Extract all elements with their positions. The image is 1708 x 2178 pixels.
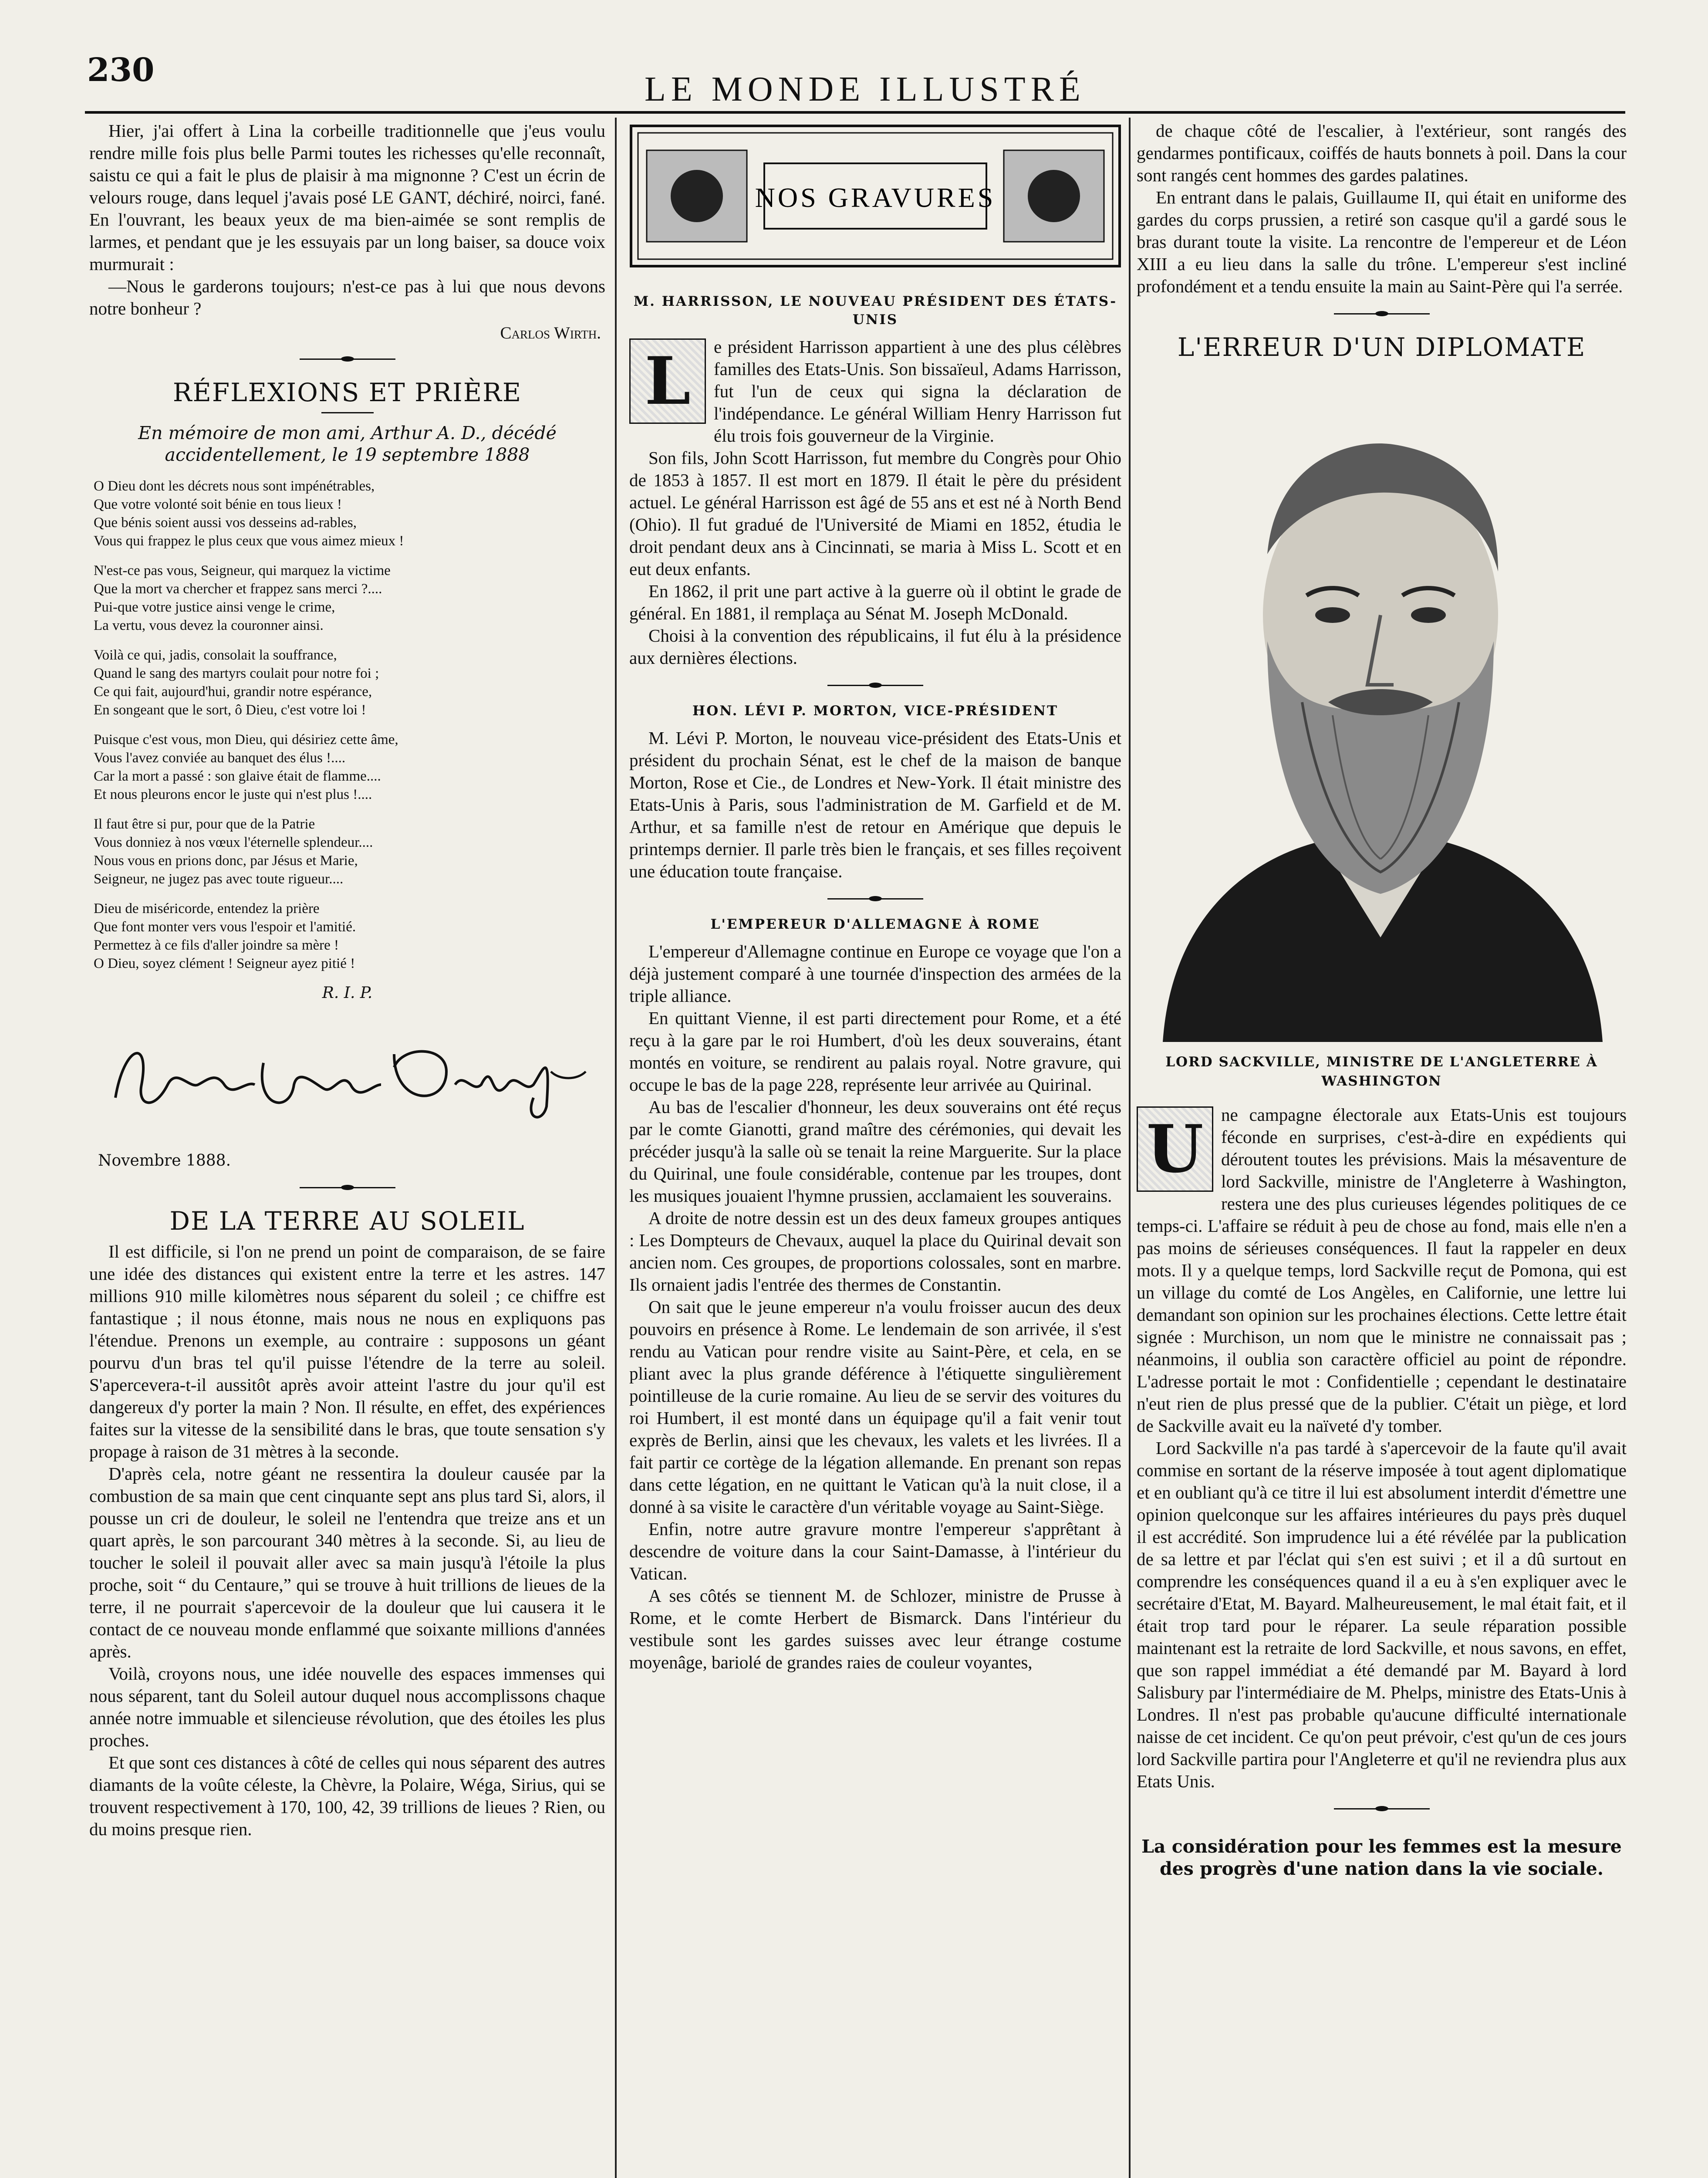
header-rule xyxy=(85,111,1625,114)
verse-line: O Dieu dont les décrets nous sont impénétrables, xyxy=(94,478,375,494)
paragraph: Et que sont ces distances à côté de celles qui nous séparent des autres diamants de la voûte céleste, la Chèvre, la Polaire, Wéga, Sirius, qui se trouvent respectivement à 170, 100, 42, 39 trillions de lieues ? Rien, ou du moins presque rien. xyxy=(89,1752,605,1839)
lord-sackville-portrait xyxy=(1137,371,1627,1042)
drop-cap: U xyxy=(1137,1106,1213,1192)
article-subheading: L'EMPEREUR D'ALLEMAGNE À ROME xyxy=(710,917,1040,932)
poem-stanza xyxy=(89,731,605,804)
nos-gravures-banner xyxy=(629,124,1121,268)
paragraph: Enfin, notre autre gravure montre l'empereur s'apprêtant à descendre de voiture dans la cour Saint-Damasse, à l'intérieur du Vatican. xyxy=(629,1519,1121,1583)
article-heading: RÉFLEXIONS ET PRIÈRE xyxy=(172,378,522,407)
paragraph: Lord Sackville n'a pas tardé à s'apercevoir de la faute qu'il avait commise en sortant de la réserve imposée à tout agent diplomatique et en oubliant qu'à ce titre il lui est absolument interdit d'émettre une opinion quelconque sur les affaires intérieures du pays près duquel il est accrédité. Son imprudence lui a été révélée par la publication de sa lettre et par l'éclat qui s'en est suivi ; et il a dû surtout en comprendre les conséquences quand il a eu à s'en expliquer avec le secrétaire d'Etat, M. Bayard. Malheureusement, le mal était fait, et il était trop tard pour le réparer. La seule réparation possible maintenant est la retraite de lord Sackville, et nous savons, en effet, que son rappel immédiat a été demandé par M. Bayard à lord Salisbury par l'intermédiaire de M. Phelps, ministre des Etats-Unis à Londres. Il n'est pas probable qu'aucune difficulté internationale naisse de cet incident. Ce qu'on peut prévoir, c'est qu'un de ces jours lord Sackville partira pour l'Angleterre et qu'il ne reviendra plus aux Etats Unis. xyxy=(1137,1438,1627,1791)
verse-line: Dieu de miséricorde, entendez la prière xyxy=(94,901,320,917)
date-line: Novembre 1888. xyxy=(98,1152,231,1170)
paragraph: Son fils, John Scott Harrisson, fut membre du Congrès pour Ohio de 1853 à 1857. Il est mort en 1879. Il était le père du président actuel. Le général Harrisson est âgé de 55 ans et est né à North Bend (Ohio). Il fut gradué de l'Université de Miami en 1852, étudia le droit pendant deux ans à Cincinnati, se maria à Miss L. Scott et en eut deux enfants. xyxy=(629,448,1121,579)
verse-line: Seigneur, ne jugez pas avec toute rigueur.... xyxy=(94,871,344,887)
masthead: LE MONDE ILLUSTRÉ xyxy=(645,70,1086,108)
section-separator xyxy=(300,358,395,360)
verse-line: Ce qui fait, aujourd'hui, grandir notre espérance, xyxy=(94,684,372,700)
paragraph: En entrant dans le palais, Guillaume II, qui était en uniforme des gardes du corps prussien, a retiré son casque qu'il a gardé sous le bras durant toute la visite. La rencontre de l'empereur et de Léon XIII a eu lieu dans la salle du trône. L'empereur s'est incliné profondément et a tendu ensuite la main au Saint-Père qui l'a serrée. xyxy=(1137,187,1627,296)
rip-line: R. I. P. xyxy=(322,984,373,1002)
section-separator xyxy=(827,685,923,686)
verse-line: La vertu, vous devez la couronner ainsi. xyxy=(94,618,324,633)
article-subheading: HON. LÉVI P. MORTON, VICE-PRÉSIDENT xyxy=(692,703,1059,719)
section-separator xyxy=(827,898,923,900)
verse-line: Vous donniez à nos vœux l'éternelle splendeur.... xyxy=(94,835,373,850)
dedication: En mémoire de mon ami, Arthur A. D., décédé accidentellement, le 19 septembre 1888 xyxy=(138,423,557,465)
section-separator xyxy=(1334,313,1430,315)
column-divider xyxy=(1129,118,1131,2178)
column-1 xyxy=(89,120,605,2178)
verse-line: Que la mort va chercher et frappez sans merci ?.... xyxy=(94,581,382,597)
article-subheading: M. HARRISSON, LE NOUVEAU PRÉSIDENT DES ÉTATS-UNIS xyxy=(633,294,1117,328)
verse-line: Nous vous en prions donc, par Jésus et Marie, xyxy=(94,853,358,869)
paragraph: A droite de notre dessin est un des deux fameux groupes antiques : Les Dompteurs de Chevaux, auquel la place du Quirinal devait son ancien nom. Ces groupes, de proportions colossales, sont en marbre. Ils ornaient jadis l'entrée des thermes de Constantin. xyxy=(629,1208,1121,1295)
article-body xyxy=(1137,1104,1627,1437)
poem-stanza xyxy=(89,815,605,888)
paragraph: L'empereur d'Allemagne continue en Europe ce voyage que l'on a déjà justement comparé à une tournée d'inspection des armées de la triple alliance. xyxy=(629,941,1121,1006)
poem-stanza xyxy=(89,646,605,719)
portrait-caption: LORD SACKVILLE, MINISTRE DE L'ANGLETERRE À WASHINGTON xyxy=(1165,1054,1598,1089)
paragraph: En quittant Vienne, il est parti directement pour Rome, et a été reçu à la gare par le roi Humbert, d'où les deux souverains, étant montés en voiture, se rendirent au palais royal. Notre gravure, qui occupe le bas de la page 228, représente leur arrivée au Quirinal. xyxy=(629,1008,1121,1095)
verse-line: Permettez à ce fils d'aller joindre sa mère ! xyxy=(94,937,339,953)
paragraph: Il est difficile, si l'on ne prend un point de comparaison, de se faire une idée des distances qui existent entre la terre et les astres. 147 millions 910 mille kilomètres nous séparent du soleil ; ce chiffre est fantastique ; il nous étonne, mais nous ne nous en expliquons pas l'étendue. Prenons un exemple, au contraire : supposons un géant pourvu d'un bras tel qu'il puisse l'étendre de la terre au soleil. S'apercevera-t-il aussitôt après avoir atteint l'astre du jour qu'il est dangereux d'y porter la main ? Non. Il résulte, en effet, des expériences faites sur la vitesse de la sensibilité dans le bras, que toute sensation s'y propage à raison de 31 mètres à la seconde. xyxy=(89,1241,605,1461)
verse-line: Et nous pleurons encor le juste qui n'est plus !.... xyxy=(94,787,372,802)
paragraph: ne campagne électorale aux Etats-Unis est toujours féconde en surprises, c'est-à-dire en expédients qui déroutent toutes les prévisions. Mais la mésaventure de lord Sackville, ministre de l'Angleterre à Washington, restera une des plus curieuses légendes politiques de ce temps-ci. L'affaire se réduit à peu de chose au fond, mais elle n'en a pas moins de sérieuses conséquences. Il faut la rappeler en deux mots. Il y a quelque temps, lord Sackville reçut de Pomona, qui est un village du comté de Los Angèles, en Californie, une lettre lui demandant son opinion sur les prochaines élections. Cette lettre était signée : Murchison, un nom que le ministre ne connaissait pas ; néanmoins, il oublia son caractère officiel au point de répondre. L'adresse portait le mot : Confidentielle ; cependant le destinataire n'eut rien de plus pressé que de la publier. C'était un piège, et lord de Sackville avait eu la naïveté d'y tomber. xyxy=(1137,1105,1627,1436)
verse-line: En songeant que le sort, ô Dieu, c'est votre loi ! xyxy=(94,702,366,718)
drop-cap: L xyxy=(629,338,706,424)
verse-line: Vous qui frappez le plus ceux que vous aimez mieux ! xyxy=(94,533,404,549)
paragraph: Hier, j'ai offert à Lina la corbeille traditionnelle que j'eus voulu rendre mille fois plus belle Parmi toutes les richesses qu'elle reconnaît, saistu ce qui a fait le plus de plaisir à ma mignonne ? C'est un écrin de velours rouge, dans lequel j'avais posé LE GANT, déchiré, noirci, fané. En l'ouvrant, les beaux yeux de ma bien-aimée se sont remplis de larmes, et pendant que je les essuyais par un long baiser, sa douce voix murmurait : xyxy=(89,121,605,274)
verse-line: Que votre volonté soit bénie en tous lieux ! xyxy=(94,497,342,512)
article-body xyxy=(629,336,1121,447)
closing-maxim: La considération pour les femmes est la mesure des progrès d'une nation dans la vie sociale. xyxy=(1141,1836,1622,1879)
verse-line: Quand le sang des martyrs coulait pour notre foi ; xyxy=(94,666,379,681)
paragraph: de chaque côté de l'escalier, à l'extérieur, sont rangés des gendarmes pontificaux, coiffés de hauts bonnets à poil. Dans la cour sont rangés cent hommes des gardes palatines. xyxy=(1137,121,1627,185)
column-divider xyxy=(615,118,617,2178)
article-heading: L'ERREUR D'UN DIPLOMATE xyxy=(1177,332,1586,362)
verse-line: Car la mort a passé : son glaive était de flamme.... xyxy=(94,768,381,784)
section-separator xyxy=(1334,1808,1430,1809)
verse-line: O Dieu, soyez clément ! Seigneur ayez pitié ! xyxy=(94,956,355,971)
verse-line: N'est-ce pas vous, Seigneur, qui marquez la victime xyxy=(94,563,391,578)
paragraph: D'après cela, notre géant ne ressentira la douleur causée par la combustion de sa main que cent cinquante sept ans plus tard Si, alors, il pousse un cri de douleur, le soleil ne l'entendra que treize ans et un quart après, le son parcourant 340 mètres à la seconde. Si, au lieu de toucher le soleil il pouvait aller avec sa main jusqu'à l'étoile la plus proche, soit “ du Centaure,” qui se trouve à huit trillions de lieues de la terre, il ne pourrait s'apercevoir de la douleur que lui causera it le contact de ce nouveau monde enflammé que soixante millions d'années après. xyxy=(89,1464,605,1661)
section-separator xyxy=(300,1187,395,1188)
column-3 xyxy=(1137,120,1627,2178)
column-2 xyxy=(629,120,1121,2178)
paragraph: Au bas de l'escalier d'honneur, les deux souverains ont été reçus par le comte Gianotti, grand maître des cérémonies, qui devait les précéder jusqu'à la salle où se tenait la reine Marguerite. Sur la place du Quirinal, une foule considérable, contenue par les troupes, dont les musiques jouaient l'hymne prussien, acclamaient les souverains. xyxy=(629,1097,1121,1206)
poem-stanza xyxy=(89,561,605,635)
paragraph: M. Lévi P. Morton, le nouveau vice-président des Etats-Unis et président du prochain Sénat, est le chef de la maison de banque Morton, Rose et Cie., de Londres et New-York. Il était ministre des Etats-Unis à Paris, sous l'administration de M. Garfield et de M. Arthur, et sa famille n'est de retour en Amérique que depuis le printemps dernier. Il parle très bien le français, et ses filles reçoivent une éducation toute française. xyxy=(629,728,1121,881)
poem-stanza xyxy=(89,477,605,550)
verse-line: Que bénis soient aussi vos desseins ad-rables, xyxy=(94,515,357,531)
verse-line: Vous l'avez conviée au banquet des élus !.... xyxy=(94,750,346,766)
banner-title: NOS GRAVURES xyxy=(755,182,996,213)
article-heading: DE LA TERRE AU SOLEIL xyxy=(169,1206,525,1236)
handwritten-signature xyxy=(89,1019,603,1133)
poem-stanza xyxy=(89,900,605,973)
paragraph: —Nous le garderons toujours; n'est-ce pas à lui que nous devons notre bonheur ? xyxy=(89,276,605,318)
paragraph: Voilà, croyons nous, une idée nouvelle des espaces immenses qui nous séparent, tant du Soleil autour duquel nous accomplissons chaque année notre immuable et silencieuse révolution, que des étoiles les plus proches. xyxy=(89,1664,605,1750)
paragraph: A ses côtés se tiennent M. de Schlozer, ministre de Prusse à Rome, et le comte Herbert de Bismarck. Dans l'intérieur du vestibule sont les gardes suisses avec leur étrange costume moyenâge, bariolé de grandes raies de couleur voyantes, xyxy=(629,1586,1121,1672)
verse-line: Voilà ce qui, jadis, consolait la souffrance, xyxy=(94,647,337,663)
verse-line: Puisque c'est vous, mon Dieu, qui désiriez cette âme, xyxy=(94,732,398,747)
paragraph: e président Harrisson appartient à une des plus célèbres familles des Etats-Unis. Son bissaïeul, Adams Harrisson, fut l'un de ceux qui signa la déclaration de l'indépendance. Le général William Henry Harrisson fut élu trois fois gouverneur de la Virginie. xyxy=(714,337,1121,446)
author-signature: Carlos Wirth. xyxy=(500,324,601,342)
verse-line: Pui-que votre justice ainsi venge le crime, xyxy=(94,599,335,615)
page-number: 230 xyxy=(87,51,155,89)
paragraph: En 1862, il prit une part active à la guerre où il obtint le grade de général. En 1881, il remplaça au Sénat M. Joseph McDonald. xyxy=(629,581,1121,623)
paragraph: On sait que le jeune empereur n'a voulu froisser aucun des deux pouvoirs en présence à Rome. Le lendemain de son arrivée, il s'est rendu au Vatican pour rendre visite au Saint-Père, et cela, en se pliant avec la plus grande déférence à l'étiquette singulièrement pointilleuse de la curie romaine. Au lieu de se servir des voitures du roi Humbert, il est monté dans un équipage qu'il a fait venir tout exprès de Berlin, ainsi que les chevaux, les valets et les livrées. Il a fait partir ce cortège de la légation allemande. En prenant son repas dans cette légation, en ne quittant le Vatican qu'à la nuit close, il a donné à sa visite le caractère d'un véritable voyage au Saint-Siège. xyxy=(629,1297,1121,1517)
verse-line: Il faut être si pur, pour que de la Patrie xyxy=(94,816,315,832)
paragraph: Choisi à la convention des républicains, il fut élu à la présidence aux dernières élections. xyxy=(629,626,1121,668)
verse-line: Que font monter vers vous l'espoir et l'amitié. xyxy=(94,919,356,935)
heading-rule xyxy=(321,412,374,413)
